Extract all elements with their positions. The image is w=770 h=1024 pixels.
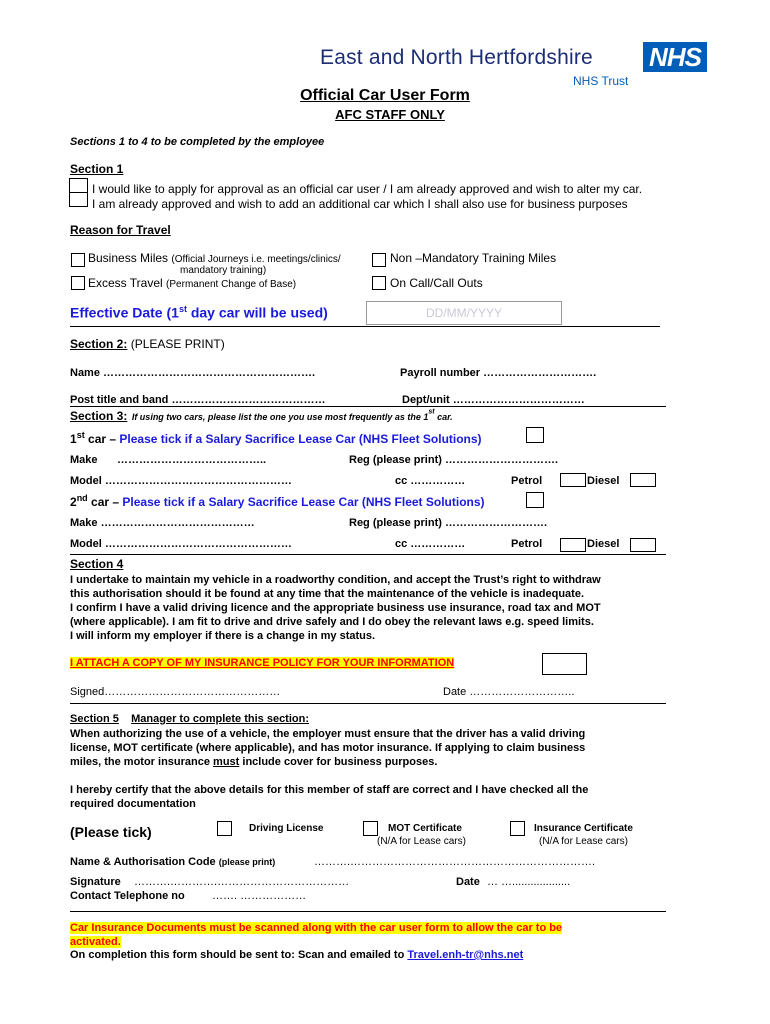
manager-instructions bbox=[70, 727, 585, 769]
make2-field[interactable]: Make …………………………………… bbox=[70, 517, 255, 529]
name-code-field[interactable]: ……….…………………………………………………………. bbox=[314, 856, 596, 868]
effective-date-field[interactable]: DD/MM/YYYY bbox=[366, 301, 562, 325]
business-miles-note: mandatory training) bbox=[180, 265, 267, 276]
undertaking-line: this authorisation should it be found at any time that the maintenance of the vehicle is inadequate. bbox=[70, 588, 585, 600]
car2-heading: 2nd car – Please tick if a Salary Sacrifice Lease Car (NHS Fleet Solutions) bbox=[70, 493, 485, 509]
diesel1-label: Diesel bbox=[587, 475, 620, 487]
attach-insurance-checkbox[interactable] bbox=[542, 653, 587, 675]
org-name: East and North Hertfordshire bbox=[320, 46, 593, 69]
signature-label: Signature bbox=[70, 876, 121, 888]
diesel2-label: Diesel bbox=[587, 538, 620, 550]
excess-travel-checkbox[interactable] bbox=[71, 276, 85, 290]
undertaking-line: I undertake to maintain my vehicle in a roadworthy condition, and accept the Trust’s right to withdraw bbox=[70, 574, 601, 586]
petrol1-checkbox[interactable] bbox=[560, 473, 586, 487]
post-title-field[interactable]: Post title and band …………………………………… bbox=[70, 394, 326, 406]
excess-travel-label: Excess Travel (Permanent Change of Base) bbox=[88, 276, 297, 290]
diesel1-checkbox[interactable] bbox=[630, 473, 656, 487]
completion-instructions: On completion this form should be sent to: Scan and emailed to Travel.enh-tr@nhs.net bbox=[70, 949, 524, 961]
petrol2-label: Petrol bbox=[511, 538, 543, 550]
form-title: Official Car User Form bbox=[300, 87, 470, 104]
signed-field[interactable]: Signed………………………………………… bbox=[70, 686, 281, 698]
driving-license-checkbox[interactable] bbox=[217, 821, 232, 836]
mot-note: (N/A for Lease cars) bbox=[377, 836, 466, 847]
diesel2-checkbox[interactable] bbox=[630, 538, 656, 552]
section2-heading: Section 2: (PLEASE PRINT) bbox=[70, 337, 225, 351]
petrol2-checkbox[interactable] bbox=[560, 538, 586, 552]
reason-heading: Reason for Travel bbox=[70, 223, 171, 237]
employee-date-field[interactable]: Date ……………………….. bbox=[443, 686, 575, 698]
business-miles-label: Business Miles (Official Journeys i.e. meetings/clinics/ bbox=[88, 251, 341, 265]
section3-heading: Section 3: If using two cars, please list the one you use most frequently as the 1st car. bbox=[70, 408, 453, 423]
section1-heading: Section 1 bbox=[70, 162, 124, 176]
undertaking-line: (where applicable). I am fit to drive and drive safely and I do obey the relevant laws e.g. speed limits. bbox=[70, 616, 594, 628]
make1-field[interactable]: ………………………………….. bbox=[117, 454, 267, 466]
insurance-checkbox[interactable] bbox=[510, 821, 525, 836]
make1-label: Make bbox=[70, 454, 98, 466]
please-tick-label: (Please tick) bbox=[70, 824, 152, 840]
insurance-warning: Car Insurance Documents must be scanned along with the car user form to allow the car to be activated. bbox=[70, 922, 563, 948]
petrol1-label: Petrol bbox=[511, 475, 543, 487]
oncall-label: On Call/Call Outs bbox=[390, 276, 483, 290]
instruction-line: miles, the motor insurance must include cover for business purposes. bbox=[70, 756, 438, 768]
dept-field[interactable]: Dept/unit ……………………………… bbox=[402, 394, 585, 406]
section5-heading: Section 5 Manager to complete this section: bbox=[70, 713, 310, 725]
intro-text: Sections 1 to 4 to be completed by the employee bbox=[70, 136, 325, 148]
car1-heading: 1st car – Please tick if a Salary Sacrifice Lease Car (NHS Fleet Solutions) bbox=[70, 430, 482, 446]
undertaking-text bbox=[70, 573, 601, 643]
name-code-label: Name & Authorisation Code (please print) bbox=[70, 856, 276, 868]
instruction-line: license, MOT certificate (where applicable), and has motor insurance. If applying to claim business bbox=[70, 742, 586, 754]
car1-lease-checkbox[interactable] bbox=[526, 427, 544, 443]
undertaking-line: I will inform my employer if there is a change in my status. bbox=[70, 630, 376, 642]
trust-name: NHS Trust bbox=[573, 74, 629, 88]
instruction-line: When authorizing the use of a vehicle, the employer must ensure that the driver has a valid driving bbox=[70, 728, 586, 740]
effective-date-label: Effective Date (1st day car will be used) bbox=[70, 304, 328, 321]
nonmandatory-checkbox[interactable] bbox=[372, 253, 386, 267]
manager-date-label: Date bbox=[456, 876, 480, 888]
section4-heading: Section 4 bbox=[70, 557, 124, 571]
model1-field[interactable]: Model …………………………………………… bbox=[70, 475, 292, 487]
phone-field[interactable]: ……. ……………… bbox=[212, 890, 307, 902]
insurance-note: (N/A for Lease cars) bbox=[539, 836, 628, 847]
oncall-checkbox[interactable] bbox=[372, 276, 386, 290]
model2-field[interactable]: Model …………………………………………… bbox=[70, 538, 292, 550]
mot-label: MOT Certificate bbox=[388, 823, 462, 834]
driving-license-label: Driving License bbox=[249, 823, 324, 834]
manager-date-field[interactable]: … …................... bbox=[487, 876, 571, 888]
business-miles-checkbox[interactable] bbox=[71, 253, 85, 267]
mot-checkbox[interactable] bbox=[363, 821, 378, 836]
cc2-field[interactable]: cc …………… bbox=[395, 538, 466, 550]
phone-label: Contact Telephone no bbox=[70, 890, 185, 902]
certify-text: I hereby certify that the above details for this member of staff are correct and I have checked all the required documentation bbox=[70, 784, 589, 810]
signature-field[interactable]: ……….………….……………………………… bbox=[134, 876, 350, 888]
form-subtitle: AFC STAFF ONLY bbox=[335, 107, 445, 122]
attach-insurance-notice: I ATTACH A COPY OF MY INSURANCE POLICY FOR YOUR INFORMATION bbox=[70, 657, 455, 669]
option-apply-label: I would like to apply for approval as an official car user / I am already approved and wish to alter my car. bbox=[92, 182, 643, 196]
add-car-checkbox[interactable] bbox=[69, 192, 88, 207]
apply-checkbox[interactable] bbox=[69, 178, 88, 193]
reg2-field[interactable]: Reg (please print) ………………………. bbox=[349, 517, 548, 529]
insurance-label: Insurance Certificate bbox=[534, 823, 633, 834]
name-field[interactable]: Name …………………………………………………. bbox=[70, 367, 316, 379]
cc1-field[interactable]: cc …………… bbox=[395, 475, 466, 487]
nonmandatory-label: Non –Mandatory Training Miles bbox=[390, 251, 557, 265]
reg1-field[interactable]: Reg (please print) …………………………. bbox=[349, 454, 559, 466]
email-link[interactable]: Travel.enh-tr@nhs.net bbox=[407, 949, 524, 961]
car2-lease-checkbox[interactable] bbox=[526, 492, 544, 508]
payroll-field[interactable]: Payroll number …………………………. bbox=[400, 367, 597, 379]
undertaking-line: I confirm I have a valid driving licence and the appropriate business use insurance, road tax and MOT bbox=[70, 602, 601, 614]
option-add-label: I am already approved and wish to add an additional car which I shall also use for business purposes bbox=[92, 197, 628, 211]
nhs-logo: NHS bbox=[643, 42, 707, 72]
